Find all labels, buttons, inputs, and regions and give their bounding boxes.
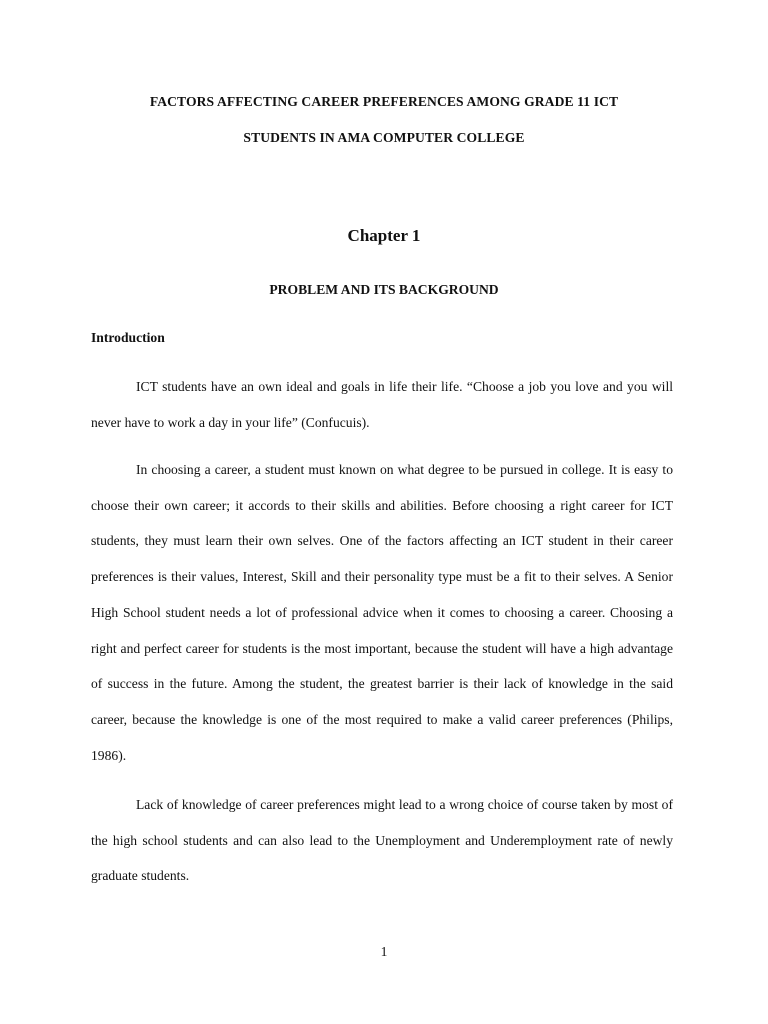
page-number: 1 (380, 944, 388, 959)
body-paragraph-1: ICT students have an own ideal and goals in life their life. “Choose a job you love and you will never have to work a day in your life” (Confucuis). (91, 379, 673, 430)
body-paragraph-2: In choosing a career, a student must known on what degree to be pursued in college. It is easy to choose their own career; it accords to their skills and abilities. Before choosing a right career for ICT students, they must learn their own selves. One of the factors affecting an ICT student in their career preferences is their values, Interest, Skill and their personality type must be a fit to their selves. A Senior High School student needs a lot of professional advice when it comes to choosing a career. Choosing a right and perfect career for students is the most important, because the student will have a high advantage of success in the future. Among the student, the greatest barrier is their lack of knowledge in the said career, because the knowledge is one of the most required to make a valid career preferences (Philips, 1986). (91, 462, 673, 763)
section-heading-introduction: Introduction (91, 330, 165, 345)
document-title-line-1: FACTORS AFFECTING CAREER PREFERENCES AMONG GRADE 11 ICT (149, 94, 619, 109)
document-title-line-2: STUDENTS IN AMA COMPUTER COLLEGE (243, 130, 525, 145)
chapter-subtitle: PROBLEM AND ITS BACKGROUND (269, 282, 499, 297)
chapter-title: Chapter 1 (347, 226, 421, 245)
body-paragraph-3: Lack of knowledge of career preferences might lead to a wrong choice of course taken by most of the high school students and can also lead to the Unemployment and Underemployment rate of newly graduate students. (91, 797, 673, 884)
